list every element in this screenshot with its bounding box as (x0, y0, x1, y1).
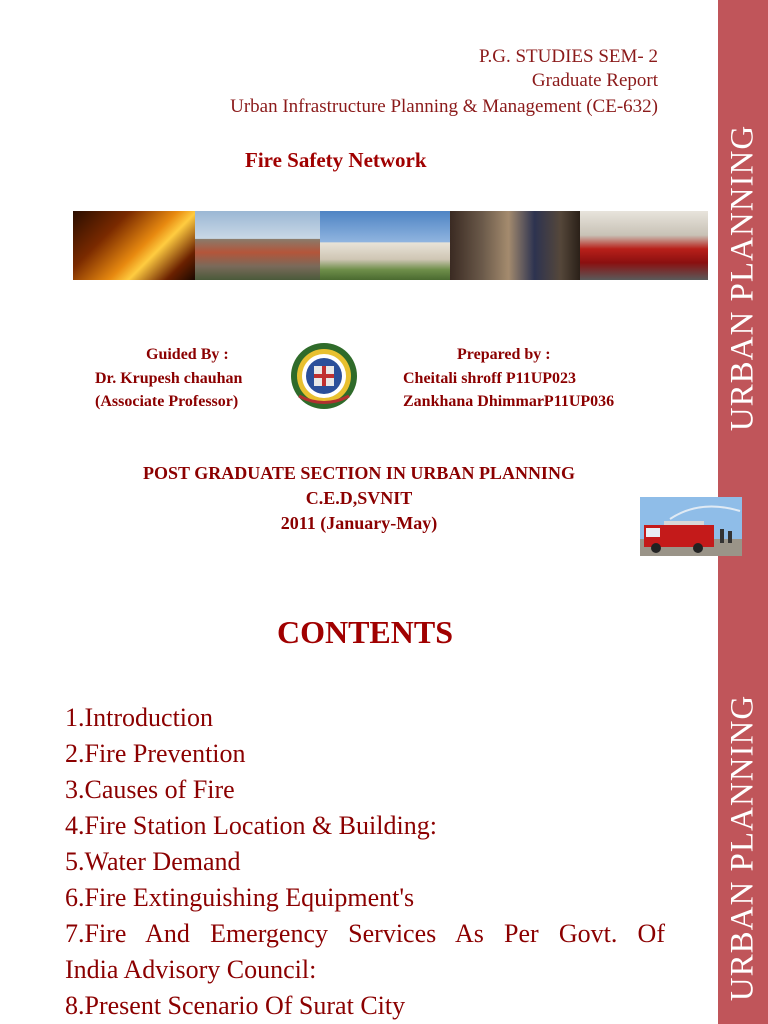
header-line-2: Graduate Report (531, 70, 658, 91)
guide-name: Dr. Krupesh chauhan (95, 370, 243, 387)
contents-list (65, 700, 665, 1024)
contents-item: 1.Introduction (65, 703, 214, 732)
guided-heading: Guided By : (146, 346, 229, 363)
contents-item: 3.Causes of Fire (65, 775, 235, 804)
sidebar-label-bottom: URBAN PLANNING (724, 694, 761, 1002)
contents-item: 2.Fire Prevention (65, 739, 246, 768)
fire-station-photo-2 (320, 211, 450, 280)
preparer-2: Zankhana DhimmarP11UP036 (403, 393, 615, 410)
report-title: Fire Safety Network (245, 148, 427, 172)
contents-item: 4.Fire Station Location & Building: (65, 811, 437, 840)
contents-item: 6.Fire Extinguishing Equipment's (65, 883, 415, 912)
header-line-1: P.G. STUDIES SEM- 2 (479, 46, 658, 67)
fire-engine-photo (580, 211, 708, 280)
fire-truck-photo-icon (640, 497, 742, 556)
fire-station-interior-photo (450, 211, 580, 280)
prepared-heading: Prepared by : (457, 346, 551, 363)
firefighter-photo (73, 211, 195, 280)
contents-title: CONTENTS (276, 614, 454, 650)
contents-item: 5.Water Demand (65, 847, 241, 876)
contents-item: 7.Fire And Emergency Services As Per Govt. Of (65, 919, 665, 948)
photo-banner (73, 211, 708, 280)
contents-item: 8.Present Scenario Of Surat City (65, 991, 406, 1020)
institution-line-1: POST GRADUATE SECTION IN URBAN PLANNING (143, 463, 575, 483)
institution-line-2: C.E.D,SVNIT (305, 488, 413, 508)
guide-role: (Associate Professor) (95, 393, 239, 410)
fire-station-photo-1 (195, 211, 320, 280)
svnit-emblem-icon (289, 341, 359, 411)
contents-item: India Advisory Council: (65, 955, 317, 984)
institution-line-3: 2011 (January-May) (280, 513, 438, 533)
header-line-3: Urban Infrastructure Planning & Management (CE-632) (230, 96, 658, 117)
preparer-1: Cheitali shroff P11UP023 (403, 370, 577, 387)
sidebar-label-top: URBAN PLANNING (724, 124, 761, 432)
